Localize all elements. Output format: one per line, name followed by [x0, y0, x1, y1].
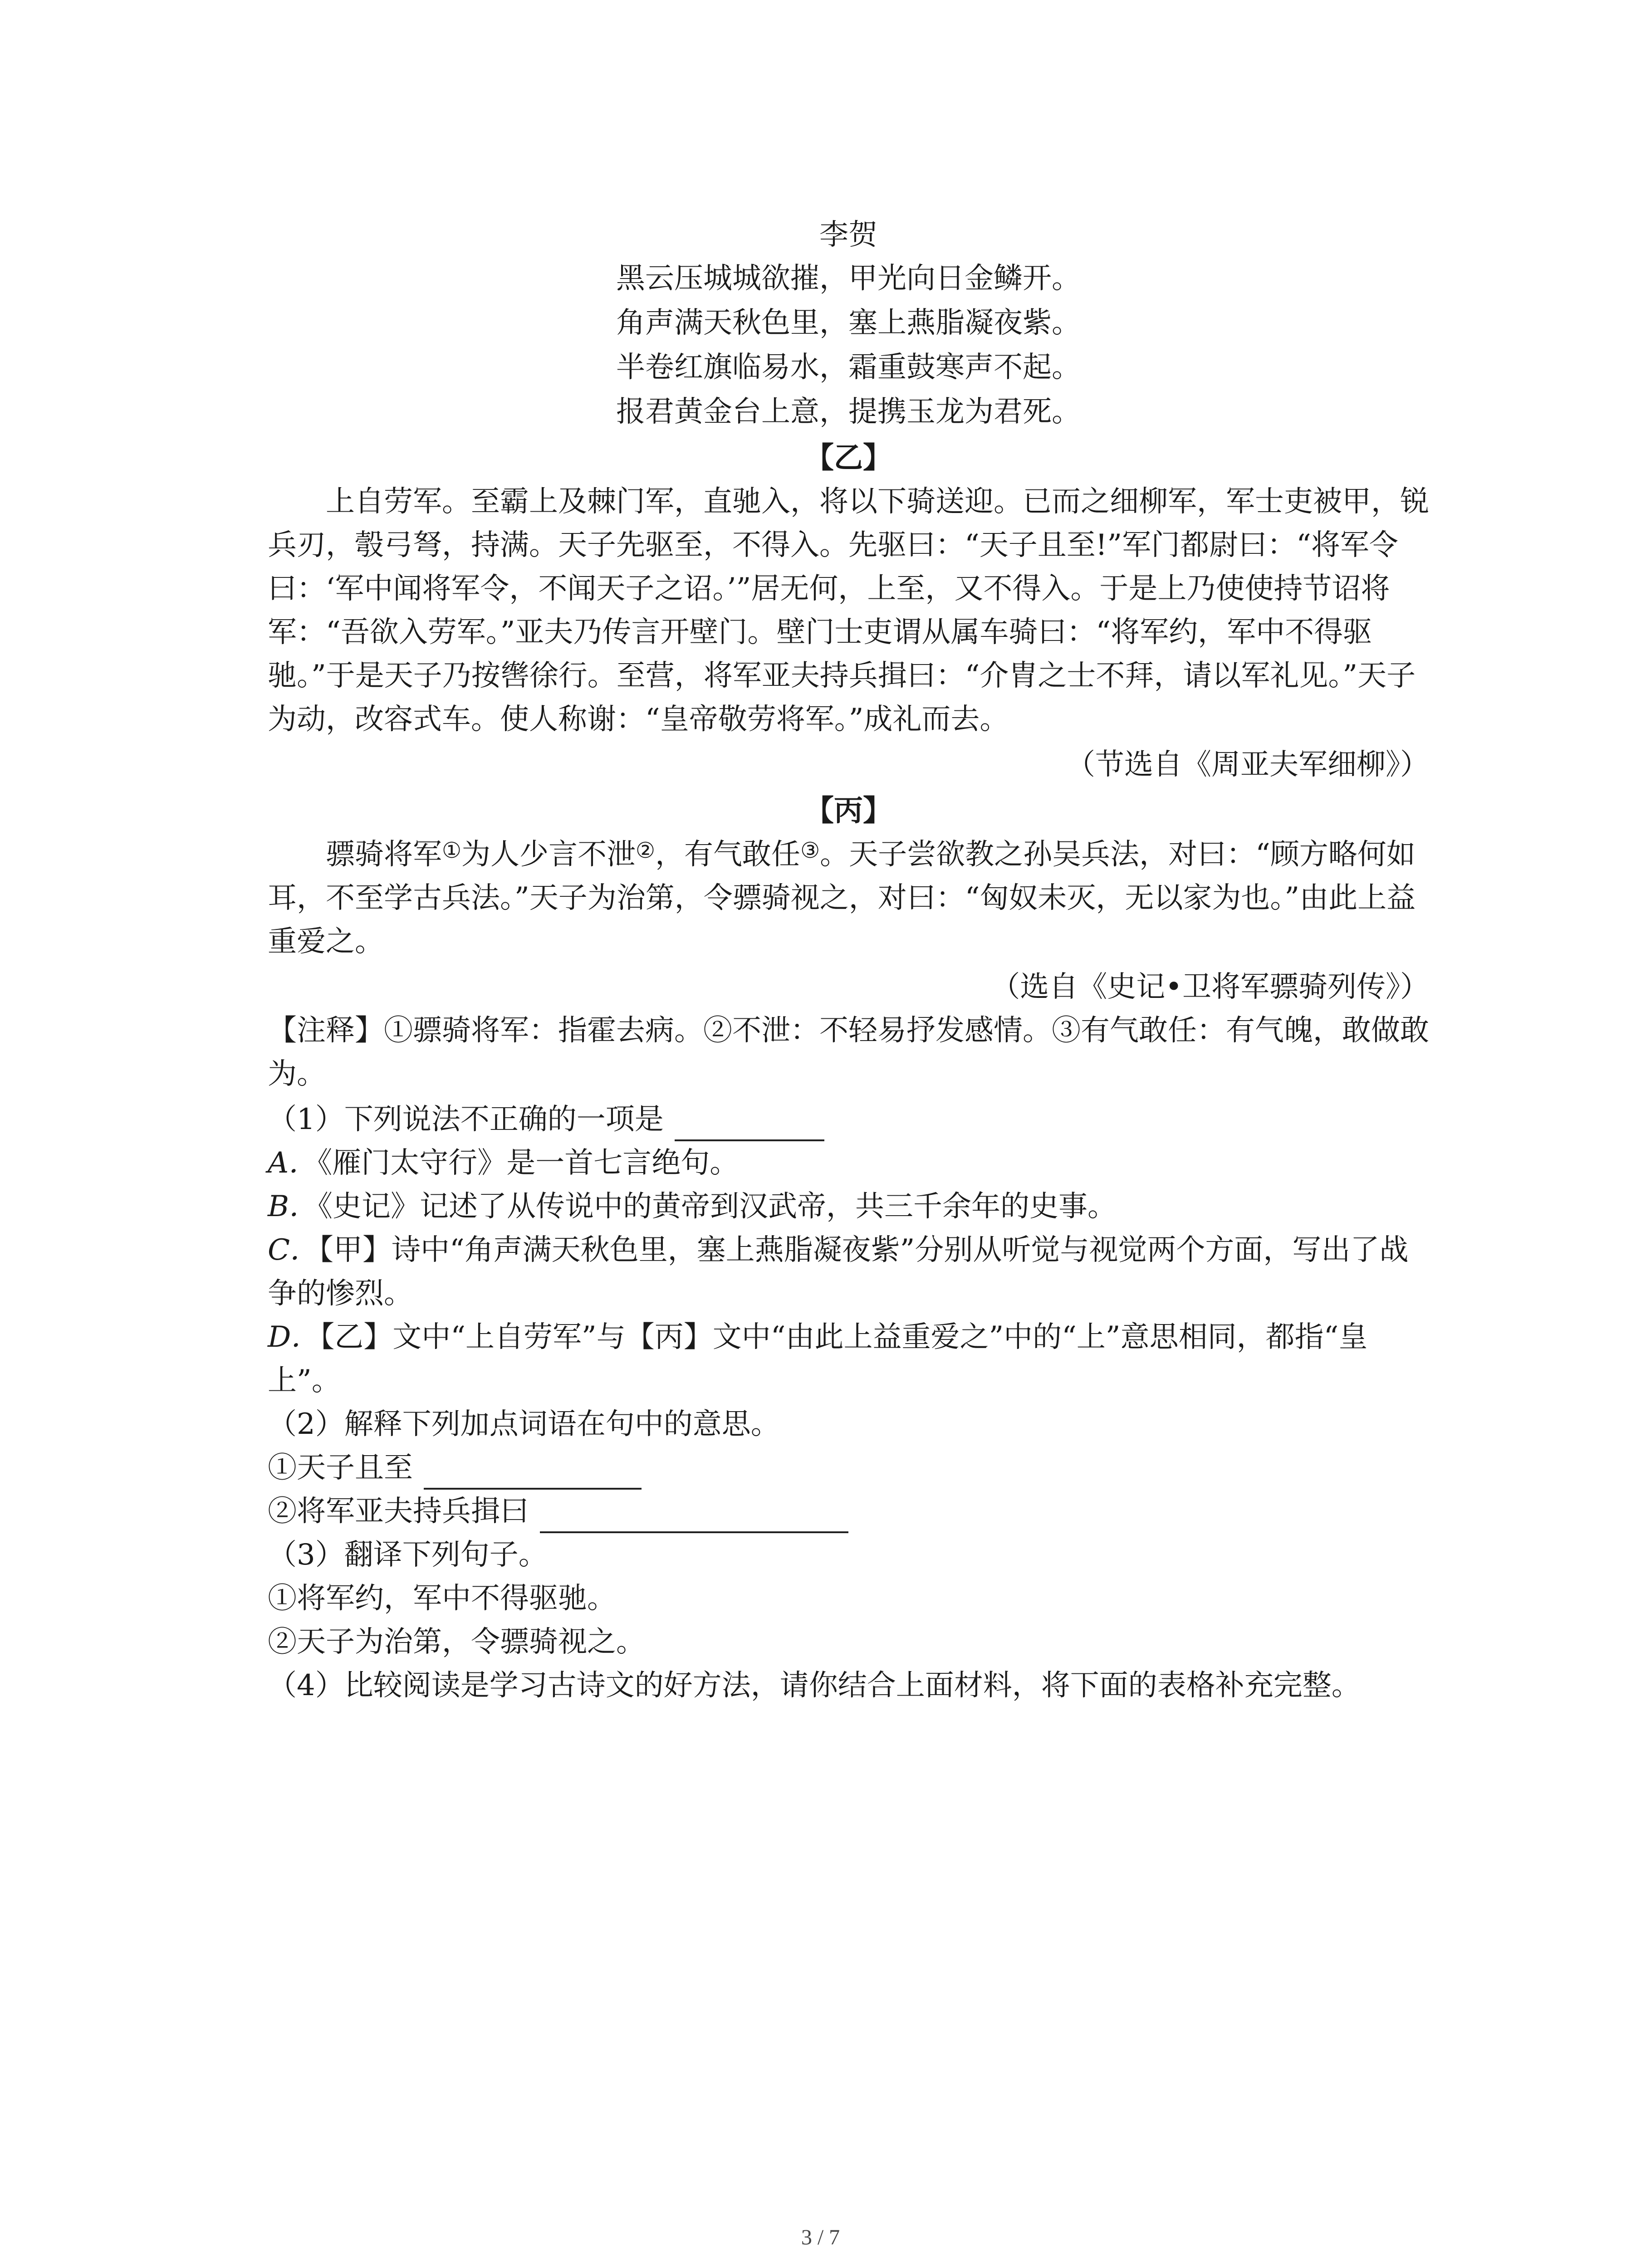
poem-line-2: 角声满天秋色里，塞上燕脂凝夜紫。	[616, 306, 1081, 340]
question-1-answer-blank[interactable]	[675, 1108, 824, 1141]
question-1-stem	[268, 1098, 1429, 1141]
question-1-option-b	[268, 1185, 1429, 1228]
poem-line-1: 黑云压城城欲摧，甲光向日金鳞开。	[616, 262, 1081, 295]
question-2-item-1-blank[interactable]	[424, 1456, 642, 1490]
section-bing-source: （选自《史记•卫将军骠骑列传》）	[991, 970, 1429, 1004]
option-b-text: 《史记》记述了从传说中的黄帝到汉武帝，共三千余年的史事。	[318, 1190, 1117, 1223]
poem-author: 李贺	[819, 218, 877, 252]
question-3-item-1: ①将军约，军中不得驱驰。	[268, 1582, 616, 1615]
option-c-text: 【甲】诗中“角声满天秋色里，塞上燕脂凝夜紫”分别从听觉与视觉两个方面，写出了战争的惨烈。	[268, 1233, 1409, 1310]
section-yi-text: 上自劳军。至霸上及棘门军，直驰入，将以下骑送迎。已而之细柳军，军士吏被甲，锐兵刃，彀弓弩，持满。天子先驱至，不得入。先驱曰：“天子且至!”军门都尉曰：“将军令曰：‘军中闻将军令，不闻天子之诏。’”居无何，上至，又不得入。于是上乃使使持节诏将军：“吾欲入劳军。”亚夫乃传言开壁门。壁门士吏谓从属车骑曰：“将军约，军中不得驱驰。”于是天子乃按辔徐行。至营，将军亚夫持兵揖曰：“介胄之士不拜，请以军礼见。”天子为动，改容式车。使人称谢：“皇帝敬劳将军。”成礼而去。	[268, 485, 1429, 736]
question-2-item-2-text: ②将军亚夫持兵揖曰	[268, 1495, 529, 1528]
question-1-stem-text: （1）下列说法不正确的一项是	[268, 1103, 664, 1136]
document-content	[268, 213, 1429, 1707]
question-3-stem: （3）翻译下列句子。	[268, 1538, 548, 1572]
option-d-letter: D．	[268, 1320, 320, 1354]
bing-text-d: 。天子尝欲教之孙吴兵法，对曰：“顾方略何如耳，不至学古兵法。”天子为治第，令骠骑视之，对曰：“匈奴未灭，无以家为也。”由此上益重爱之。	[268, 838, 1416, 958]
section-bing-text	[268, 833, 1429, 963]
question-4-stem: （4）比较阅读是学习古诗文的好方法，请你结合上面材料，将下面的表格补充完整。	[268, 1669, 1361, 1702]
bing-note-ref-2: ②	[636, 838, 656, 863]
section-yi-heading: 【乙】	[805, 441, 892, 475]
question-2-stem: （2）解释下列加点词语在句中的意思。	[268, 1408, 780, 1441]
question-2-item-2	[268, 1490, 1429, 1533]
bing-text-c: ，有气敢任	[655, 838, 801, 871]
question-3-item-2: ②天子为治第，令骠骑视之。	[268, 1625, 645, 1659]
poem-line-4: 报君黄金台上意，提携玉龙为君死。	[616, 395, 1081, 429]
section-bing-heading: 【丙】	[805, 794, 892, 828]
question-1-option-c	[268, 1228, 1429, 1315]
poem-line-3: 半卷红旗临易水，霜重鼓寒声不起。	[616, 351, 1081, 384]
question-2-item-2-blank[interactable]	[540, 1500, 848, 1533]
bing-note-ref-3: ③	[800, 838, 820, 863]
annotation-notes: 【注释】①骠骑将军：指霍去病。②不泄：不轻易抒发感情。③有气敢任：有气魄，敢做敢为。	[268, 1014, 1429, 1091]
question-2-item-1-text: ①天子且至	[268, 1451, 413, 1485]
section-yi-source: （节选自《周亚夫军细柳》）	[1066, 748, 1429, 782]
option-b-letter: B．	[268, 1190, 318, 1223]
question-1-option-d	[268, 1315, 1429, 1403]
question-1-option-a	[268, 1141, 1429, 1185]
bing-text-b: 为人少言不泄	[461, 838, 636, 871]
option-c-letter: C．	[268, 1233, 319, 1267]
bing-note-ref-1: ①	[442, 838, 462, 863]
page-number: 3 / 7	[801, 2225, 840, 2249]
bing-text-a: 骠骑将军	[326, 838, 442, 871]
option-d-text: 【乙】文中“上自劳军”与【丙】文中“由此上益重爱之”中的“上”意思相同，都指“皇上”。	[268, 1320, 1368, 1398]
option-a-letter: A．	[268, 1146, 318, 1180]
option-a-text: 《雁门太守行》是一首七言绝句。	[318, 1146, 739, 1180]
question-2-item-1	[268, 1446, 1429, 1490]
